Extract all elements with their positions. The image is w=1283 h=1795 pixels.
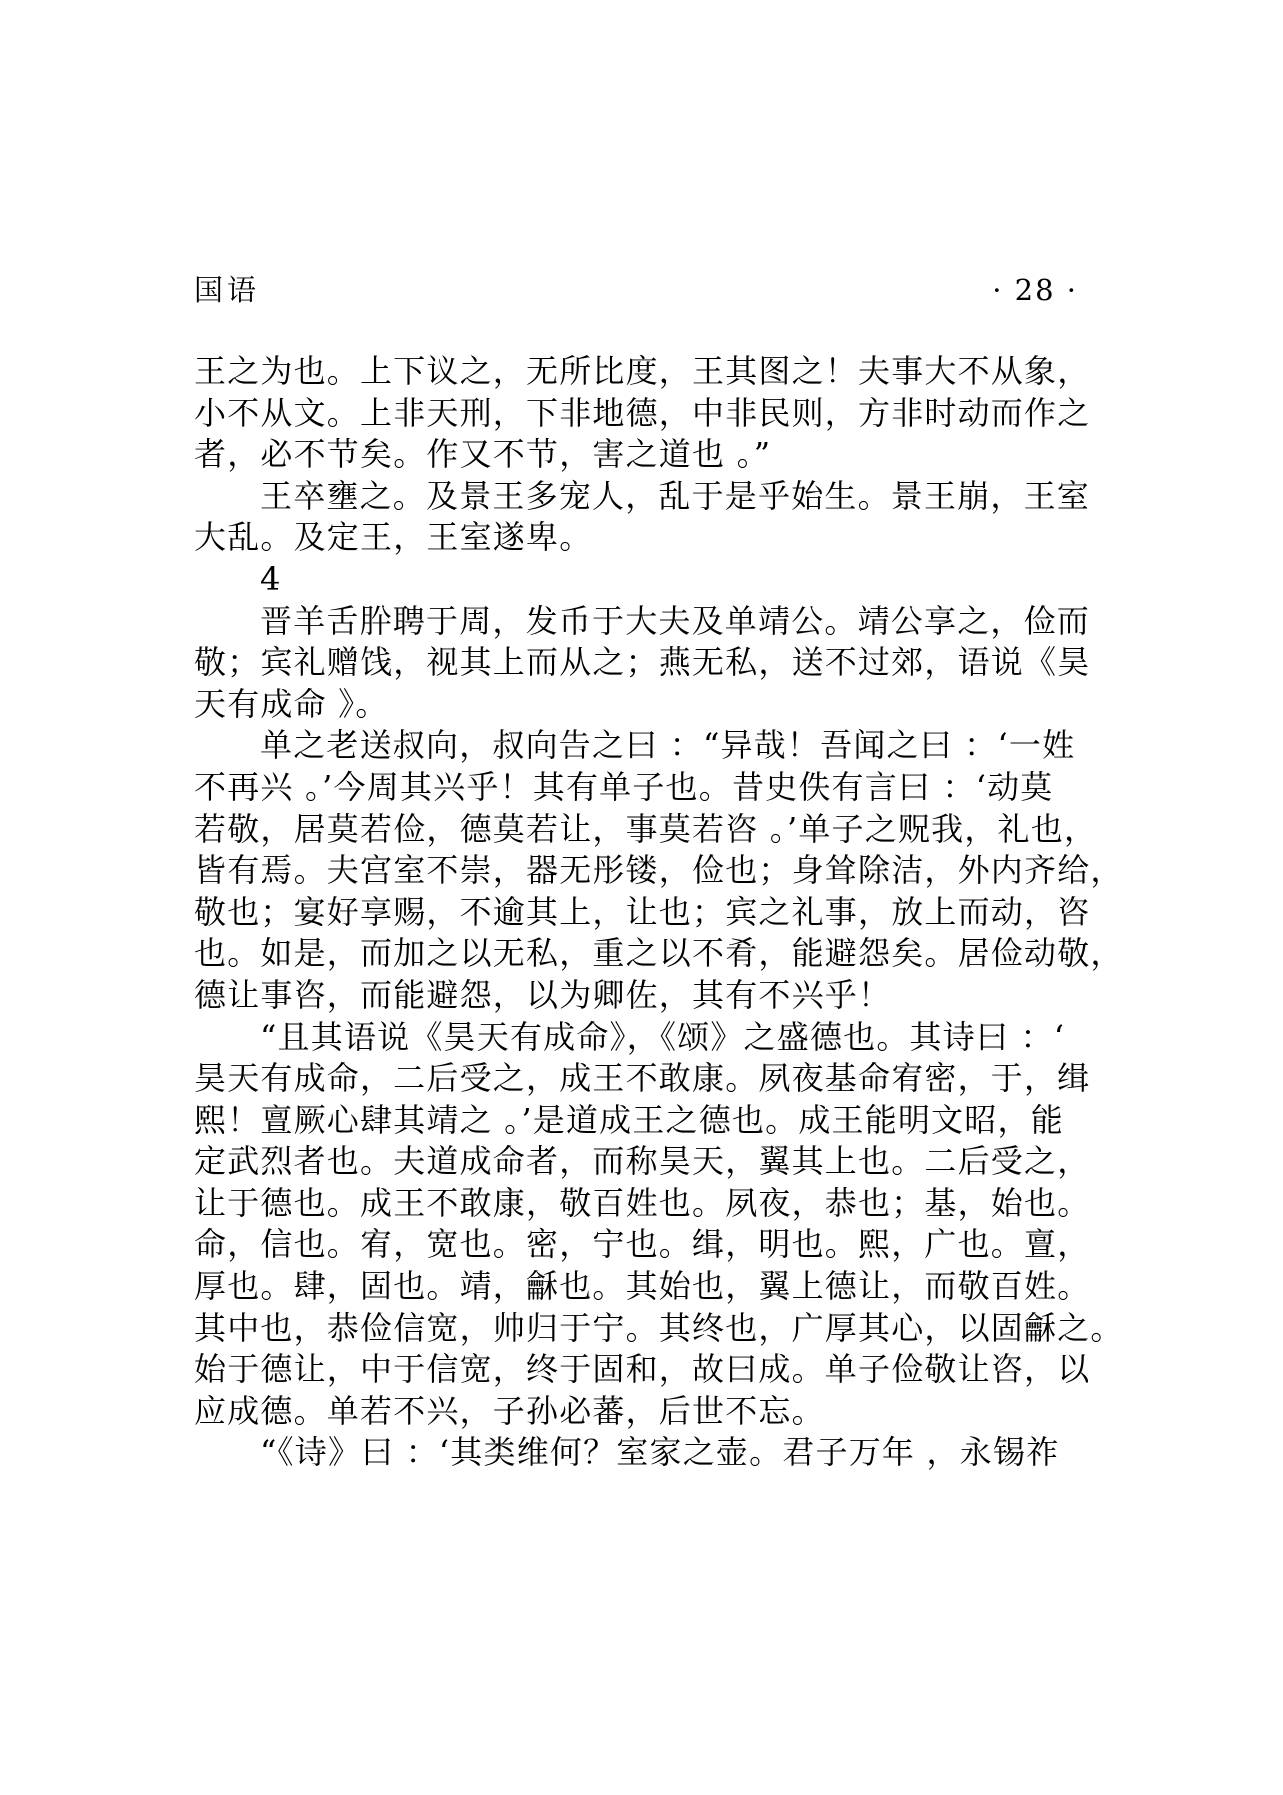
text-line: 始于德让，中于信宽，终于固和，故曰成。单子俭敬让咨，以 [194,1350,1091,1389]
text-line: “且其语说《昊天有成命》，《颂》之盛德也。其诗曰 ：‘ [260,1017,1066,1056]
text-line: 天有成命 》。 [194,684,389,723]
text-line: 命，信也。宥，宽也。密，宁也。缉，明也。熙，广也。亶， [194,1225,1091,1264]
text-line: 大乱。及定王，王室遂卑。 [194,518,593,557]
text-line: 单之老送叔向，叔向告之曰 ：“异哉！吾闻之曰 ：‘一姓 [260,726,1076,765]
text-line: 也。如是，而加之以无私，重之以不肴，能避怨矣。居俭动敬， [194,934,1124,973]
text-line: 昊天有成命，二后受之，成王不敢康。夙夜基命宥密，于，缉 [194,1059,1091,1098]
body-text [194,351,1124,1474]
text-line: 晋羊舌肸聘于周，发币于大夫及单靖公。靖公享之，俭而 [260,601,1091,640]
text-line: 4 [260,559,282,598]
text-line: 让于德也。成王不敢康，敬百姓也。夙夜，恭也；基，始也。 [194,1183,1091,1222]
page-number: · 28 · [992,273,1078,307]
page-header [194,268,1078,312]
text-line: 德让事咨，而能避怨，以为卿佐，其有不兴乎！ [194,975,892,1014]
text-line: 厚也。肆，固也。靖，龢也。其始也，翼上德让，而敬百姓。 [194,1267,1091,1306]
text-line: 定武烈者也。夫道成命者，而称昊天，翼其上也。二后受之， [194,1142,1091,1181]
text-line: 敬；宾礼赠饯，视其上而从之；燕无私，送不过郊，语说《昊 [194,643,1091,682]
text-line: 皆有焉。夫宫室不崇，器无彤镂，俭也；身耸除洁，外内齐给， [194,851,1124,890]
text-line: “《诗》曰 ：‘其类维何？室家之壶。君子万年 ，永锡祚 [260,1433,1060,1472]
text-line: 敬也；宴好享赐，不逾其上，让也；宾之礼事，放上而动，咨 [194,892,1091,931]
text-line: 王卒壅之。及景王多宠人，乱于是乎始生。景王崩，王室 [260,476,1091,515]
text-line: 其中也，恭俭信宽，帅归于宁。其终也，广厚其心，以固龢之。 [194,1308,1124,1347]
text-line: 若敬，居莫若俭，德莫若让，事莫若咨 。’单子之贶我，礼也， [194,809,1098,848]
text-line: 王之为也。上下议之，无所比度，王其图之！夫事大不从象， [194,352,1091,390]
book-title: 国语 [194,273,261,307]
text-line: 熙！亶厥心肆其靖之 。’是道成王之德也。成王能明文昭，能 [194,1100,1064,1139]
text-line: 应成德。单若不兴，子孙必蕃，后世不忘。 [194,1391,825,1430]
text-line: 不再兴 。’今周其兴乎！其有单子也。昔史佚有言曰 ：‘动莫 [194,767,1054,806]
text-line: 小不从文。上非天刑，下非地德，中非民则，方非时动而作之 [194,393,1091,432]
text-line: 者，必不节矣。作又不节，害之道也 。” [194,435,772,474]
